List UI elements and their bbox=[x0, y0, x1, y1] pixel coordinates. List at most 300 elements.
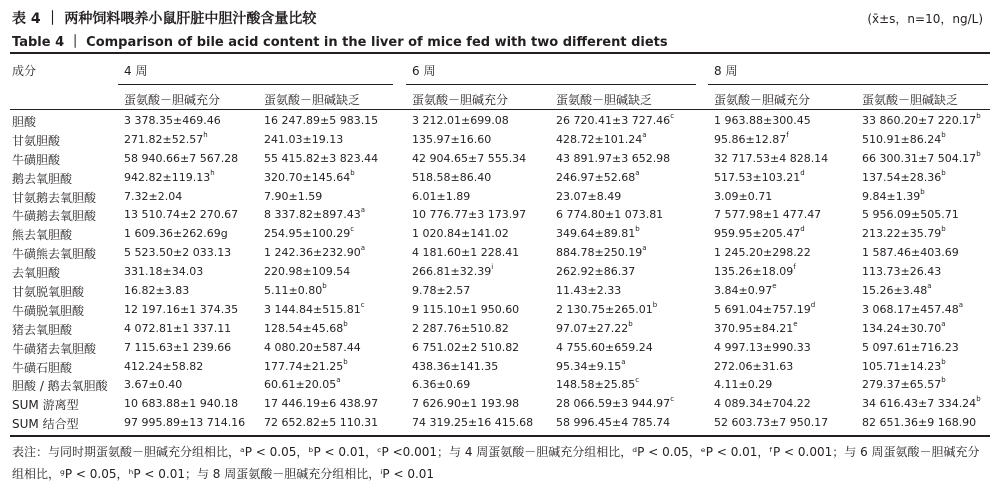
table-row bbox=[0, 169, 999, 188]
cell-value: 241.03±19.13 bbox=[264, 132, 344, 146]
row-label: 去氧胆酸 bbox=[12, 266, 61, 281]
table-cell bbox=[556, 130, 647, 146]
significance-marker: b bbox=[941, 168, 946, 177]
table-cell bbox=[714, 284, 777, 297]
table-cell bbox=[412, 152, 526, 165]
table-cell bbox=[556, 114, 674, 127]
cell-value: 95.34±9.15 bbox=[556, 359, 622, 373]
cell-value: 148.58±25.85 bbox=[556, 378, 636, 392]
table-cell bbox=[862, 130, 946, 146]
cell-value: 177.74±21.25 bbox=[264, 359, 344, 373]
cell-value: 58 940.66±7 567.28 bbox=[124, 151, 239, 165]
cell-value: 26 720.41±3 727.46 bbox=[556, 114, 671, 127]
significance-marker: a bbox=[927, 282, 932, 291]
table-title-cn: 表 4 ｜ 两种饲料喂养小鼠肝脏中胆汁酸含量比较 bbox=[12, 11, 317, 27]
cell-value: 370.95±84.21 bbox=[714, 321, 794, 335]
table-cell bbox=[124, 168, 215, 184]
table-row bbox=[0, 206, 999, 225]
table-cell bbox=[556, 357, 626, 373]
table-cell bbox=[862, 227, 946, 240]
table-cell bbox=[412, 265, 493, 278]
cell-value: 4 089.34±704.22 bbox=[714, 397, 811, 411]
cell-value: 2 287.76±510.82 bbox=[412, 321, 509, 335]
table-cell bbox=[862, 187, 925, 203]
header-diet-sufficient-6w: 蛋氨酸－胆碱充分 bbox=[412, 93, 509, 107]
table-cell bbox=[124, 378, 182, 391]
cell-value: 3.84±0.97 bbox=[714, 284, 773, 298]
table-cell bbox=[714, 300, 816, 316]
table-cell bbox=[412, 114, 509, 127]
significance-marker: b bbox=[976, 395, 981, 404]
table-cell bbox=[264, 357, 348, 373]
table-cell bbox=[264, 284, 327, 297]
table-cell bbox=[862, 246, 959, 259]
row-label: 牛磺熊去氧胆酸 bbox=[12, 247, 97, 262]
cell-value: 1 242.36±232.90 bbox=[264, 246, 361, 260]
cell-value: 10 776.77±3 173.97 bbox=[412, 208, 527, 222]
row-label: 甘氨胆酸 bbox=[12, 133, 61, 148]
cell-value: 74 319.25±16 415.68 bbox=[412, 416, 534, 430]
table-cell bbox=[714, 152, 828, 165]
cell-value: 1 609.36±262.69g bbox=[124, 227, 228, 241]
cell-value: 97.07±27.22 bbox=[556, 321, 629, 335]
table-cell bbox=[264, 319, 348, 335]
bottom-rule bbox=[10, 435, 990, 437]
table-cell bbox=[714, 246, 811, 259]
cell-value: 23.07±8.49 bbox=[556, 189, 622, 203]
table-cell bbox=[124, 190, 182, 203]
cell-value: 6 751.02±2 510.82 bbox=[412, 340, 520, 354]
header-diet-sufficient-8w: 蛋氨酸－胆碱充分 bbox=[714, 93, 811, 107]
row-label: 牛磺鹅去氧胆酸 bbox=[12, 209, 97, 224]
table-row bbox=[0, 112, 999, 131]
cell-value: 510.91±86.24 bbox=[862, 132, 942, 146]
cell-value: 11.43±2.33 bbox=[556, 284, 622, 298]
table-cell bbox=[862, 208, 959, 221]
cell-value: 72 652.82±5 110.31 bbox=[264, 416, 379, 430]
table-cell bbox=[264, 246, 365, 259]
row-label: 甘氨脱氧胆酸 bbox=[12, 285, 85, 300]
table-cell bbox=[556, 341, 653, 354]
cell-value: 128.54±45.68 bbox=[264, 321, 344, 335]
row-label: SUM 游离型 bbox=[12, 398, 79, 413]
cell-value: 9.84±1.39 bbox=[862, 189, 921, 203]
row-label: 鹅去氧胆酸 bbox=[12, 171, 73, 186]
cell-value: 6.01±1.89 bbox=[412, 189, 471, 203]
cell-value: 17 446.19±6 438.97 bbox=[264, 397, 379, 411]
header-diet-deficient-4w: 蛋氨酸－胆碱缺乏 bbox=[264, 93, 361, 107]
row-label: 牛磺脱氧胆酸 bbox=[12, 303, 85, 318]
table-cell bbox=[556, 190, 621, 203]
table-cell bbox=[264, 416, 378, 429]
table-row bbox=[0, 282, 999, 301]
significance-marker: c bbox=[350, 225, 355, 234]
cell-value: 10 683.88±1 940.18 bbox=[124, 397, 239, 411]
significance-marker: i bbox=[491, 263, 494, 272]
table-cell bbox=[412, 227, 509, 240]
table-cell bbox=[862, 341, 959, 354]
table-cell bbox=[412, 208, 526, 221]
cell-value: 4 181.60±1 228.41 bbox=[412, 246, 520, 260]
table-cell bbox=[412, 171, 491, 184]
table-cell bbox=[412, 360, 498, 373]
table-cell bbox=[124, 246, 231, 259]
table-cell bbox=[264, 265, 350, 278]
cell-value: 9 115.10±1 950.60 bbox=[412, 302, 520, 316]
row-label: 熊去氧胆酸 bbox=[12, 228, 73, 243]
cell-value: 942.82±119.13 bbox=[124, 170, 211, 184]
table-cell bbox=[556, 284, 621, 297]
significance-marker: h bbox=[210, 168, 215, 177]
significance-marker: a bbox=[336, 376, 341, 385]
table-cell bbox=[862, 265, 941, 278]
cell-value: 3 378.35±469.46 bbox=[124, 114, 221, 127]
significance-marker: b bbox=[976, 112, 981, 120]
table-cell bbox=[862, 168, 946, 184]
header-period-8w: 8 周 bbox=[714, 64, 738, 78]
table-cell bbox=[714, 265, 796, 278]
cell-value: 34 616.43±7 334.24 bbox=[862, 397, 977, 411]
table-cell bbox=[264, 378, 341, 391]
table-row bbox=[0, 414, 999, 433]
cell-value: 7 115.63±1 239.66 bbox=[124, 340, 232, 354]
table-row bbox=[0, 263, 999, 282]
cell-value: 1 020.84±141.02 bbox=[412, 227, 509, 241]
cell-value: 52 603.73±7 950.17 bbox=[714, 416, 829, 430]
table-cell bbox=[556, 168, 640, 184]
header-diet-sufficient-4w: 蛋氨酸－胆碱充分 bbox=[124, 93, 221, 107]
significance-marker: b bbox=[976, 149, 981, 158]
period-rule-6w bbox=[406, 84, 696, 85]
cell-value: 13 510.74±2 270.67 bbox=[124, 208, 239, 222]
cell-value: 517.53±103.21 bbox=[714, 170, 801, 184]
table-cell bbox=[124, 152, 238, 165]
significance-marker: d bbox=[800, 225, 805, 234]
significance-marker: b bbox=[920, 187, 925, 196]
cell-value: 55 415.82±3 823.44 bbox=[264, 151, 379, 165]
cell-value: 113.73±26.43 bbox=[862, 265, 942, 279]
cell-value: 42 904.65±7 555.34 bbox=[412, 151, 527, 165]
top-rule bbox=[10, 52, 990, 54]
table-body bbox=[0, 112, 999, 433]
significance-marker: e bbox=[772, 282, 777, 291]
table-cell bbox=[862, 300, 963, 316]
significance-marker: b bbox=[343, 319, 348, 328]
table-cell bbox=[124, 227, 228, 240]
table-row bbox=[0, 225, 999, 244]
cell-value: 7 577.98±1 477.47 bbox=[714, 208, 822, 222]
cell-value: 8 337.82±897.43 bbox=[264, 208, 361, 222]
cell-value: 16.82±3.83 bbox=[124, 284, 190, 298]
table-cell bbox=[264, 133, 343, 146]
row-label: 猪去氧胆酸 bbox=[12, 322, 73, 337]
table-cell bbox=[862, 397, 981, 410]
significance-marker: c bbox=[670, 112, 675, 120]
cell-value: 254.95±100.29 bbox=[264, 227, 351, 241]
significance-marker: b bbox=[350, 168, 355, 177]
cell-value: 518.58±86.40 bbox=[412, 170, 492, 184]
table-row bbox=[0, 301, 999, 320]
cell-value: 262.92±86.37 bbox=[556, 265, 636, 279]
significance-marker: b bbox=[343, 357, 348, 366]
table-cell bbox=[714, 114, 811, 127]
cell-value: 5 523.50±2 033.13 bbox=[124, 246, 232, 260]
table-cell bbox=[264, 227, 354, 240]
table-cell bbox=[412, 284, 470, 297]
table-cell bbox=[556, 208, 663, 221]
cell-value: 4 072.81±1 337.11 bbox=[124, 321, 232, 335]
table-cell bbox=[714, 360, 793, 373]
table-cell bbox=[124, 341, 231, 354]
table-cell bbox=[556, 246, 647, 259]
significance-marker: a bbox=[958, 300, 963, 309]
row-label: 甘氨鹅去氧胆酸 bbox=[12, 190, 97, 205]
cell-value: 5 691.04±757.19 bbox=[714, 302, 811, 316]
table-cell bbox=[556, 397, 674, 410]
table-cell bbox=[862, 319, 946, 335]
units-note: (x̄±s，n=10，ng/L) bbox=[867, 12, 983, 26]
significance-marker: c bbox=[635, 376, 640, 385]
cell-value: 105.71±14.23 bbox=[862, 359, 942, 373]
cell-value: 135.97±16.60 bbox=[412, 132, 492, 146]
table-cell bbox=[556, 319, 633, 335]
table-cell bbox=[862, 149, 981, 165]
row-label: 牛磺猪去氧胆酸 bbox=[12, 341, 97, 356]
significance-marker: c bbox=[360, 300, 365, 309]
row-label: 胆酸 bbox=[12, 115, 37, 129]
significance-marker: a bbox=[621, 357, 626, 366]
table-cell bbox=[124, 322, 231, 335]
cell-value: 1 963.88±300.45 bbox=[714, 114, 811, 127]
cell-value: 33 860.20±7 220.17 bbox=[862, 114, 977, 127]
table-cell bbox=[556, 300, 658, 316]
row-label: 牛磺石胆酸 bbox=[12, 360, 73, 375]
cell-value: 6 774.80±1 073.81 bbox=[556, 208, 664, 222]
table-row bbox=[0, 339, 999, 358]
table-cell bbox=[556, 416, 670, 429]
cell-value: 5 097.61±716.23 bbox=[862, 340, 959, 354]
table-cell bbox=[124, 284, 189, 297]
table-cell bbox=[412, 416, 533, 429]
period-rule-4w bbox=[118, 84, 393, 85]
cell-value: 135.26±18.09 bbox=[714, 265, 794, 279]
cell-value: 220.98±109.54 bbox=[264, 265, 351, 279]
cell-value: 5 956.09±505.71 bbox=[862, 208, 959, 222]
significance-marker: a bbox=[360, 206, 365, 215]
cell-value: 3.09±0.71 bbox=[714, 189, 773, 203]
cell-value: 4 997.13±990.33 bbox=[714, 340, 811, 354]
table-cell bbox=[714, 397, 811, 410]
cell-value: 58 996.45±4 785.74 bbox=[556, 416, 671, 430]
cell-value: 4.11±0.29 bbox=[714, 378, 773, 392]
table-cell bbox=[264, 208, 365, 221]
header-diet-deficient-8w: 蛋氨酸－胆碱缺乏 bbox=[862, 93, 959, 107]
table-cell bbox=[124, 130, 208, 146]
table-cell bbox=[862, 284, 932, 297]
table-cell bbox=[124, 360, 203, 373]
significance-marker: a bbox=[941, 319, 946, 328]
cell-value: 6.36±0.69 bbox=[412, 378, 471, 392]
table-cell bbox=[264, 341, 361, 354]
header-period-6w: 6 周 bbox=[412, 64, 436, 78]
table-cell bbox=[264, 168, 355, 184]
cell-value: 884.78±250.19 bbox=[556, 246, 643, 260]
significance-marker: b bbox=[628, 319, 633, 328]
cell-value: 4 080.20±587.44 bbox=[264, 340, 361, 354]
table-row bbox=[0, 244, 999, 263]
table-row bbox=[0, 150, 999, 169]
cell-value: 3 068.17±457.48 bbox=[862, 302, 959, 316]
significance-marker: f bbox=[786, 130, 789, 139]
row-label: SUM 结合型 bbox=[12, 417, 79, 432]
table-cell bbox=[714, 130, 789, 146]
significance-marker: b bbox=[941, 130, 946, 139]
cell-value: 266.81±32.39 bbox=[412, 265, 492, 279]
table-row bbox=[0, 395, 999, 414]
table-cell bbox=[714, 190, 772, 203]
table-cell bbox=[412, 378, 470, 391]
cell-value: 16 247.89±5 983.15 bbox=[264, 114, 379, 127]
cell-value: 2 130.75±265.01 bbox=[556, 302, 653, 316]
table-cell bbox=[714, 416, 828, 429]
table-cell bbox=[412, 303, 519, 316]
header-period-4w: 4 周 bbox=[124, 64, 148, 78]
table-cell bbox=[862, 114, 981, 127]
table-cell bbox=[264, 397, 378, 410]
significance-marker: a bbox=[635, 168, 640, 177]
significance-marker: d bbox=[810, 300, 816, 309]
table-cell bbox=[124, 416, 245, 429]
cell-value: 331.18±34.03 bbox=[124, 265, 204, 279]
header-component: 成分 bbox=[12, 64, 37, 78]
cell-value: 9.78±2.57 bbox=[412, 284, 471, 298]
table-cell bbox=[264, 190, 322, 203]
table-cell bbox=[124, 303, 238, 316]
cell-value: 3.67±0.40 bbox=[124, 378, 183, 392]
table-cell bbox=[412, 341, 519, 354]
table-row bbox=[0, 358, 999, 377]
significance-marker: c bbox=[670, 395, 675, 404]
header-rule bbox=[10, 109, 990, 110]
cell-value: 271.82±52.57 bbox=[124, 132, 204, 146]
cell-value: 428.72±101.24 bbox=[556, 132, 643, 146]
table-cell bbox=[714, 378, 772, 391]
period-rule-8w bbox=[708, 84, 988, 85]
table-row bbox=[0, 188, 999, 207]
significance-marker: b bbox=[635, 225, 640, 234]
table-cell bbox=[124, 208, 238, 221]
table-cell bbox=[556, 265, 635, 278]
table-row bbox=[0, 131, 999, 150]
significance-marker: e bbox=[793, 319, 798, 328]
cell-value: 43 891.97±3 652.98 bbox=[556, 151, 671, 165]
cell-value: 66 300.31±7 504.17 bbox=[862, 151, 977, 165]
cell-value: 1 245.20±298.22 bbox=[714, 246, 811, 260]
cell-value: 438.36±141.35 bbox=[412, 359, 499, 373]
significance-marker: d bbox=[800, 168, 805, 177]
table-cell bbox=[124, 114, 221, 127]
table-cell bbox=[862, 416, 976, 429]
significance-marker: h bbox=[203, 130, 208, 139]
cell-value: 82 651.36±9 168.90 bbox=[862, 416, 977, 430]
significance-marker: f bbox=[793, 263, 796, 272]
significance-marker: b bbox=[652, 300, 658, 309]
cell-value: 246.97±52.68 bbox=[556, 170, 636, 184]
cell-value: 134.24±30.70 bbox=[862, 321, 942, 335]
table-cell bbox=[264, 152, 378, 165]
significance-marker: b bbox=[322, 282, 327, 291]
cell-value: 7 626.90±1 193.98 bbox=[412, 397, 520, 411]
cell-value: 5.11±0.80 bbox=[264, 284, 323, 298]
cell-value: 213.22±35.79 bbox=[862, 227, 942, 241]
row-label: 胆酸 / 鹅去氧胆酸 bbox=[12, 379, 108, 394]
cell-value: 959.95±205.47 bbox=[714, 227, 801, 241]
cell-value: 15.26±3.48 bbox=[862, 284, 928, 298]
cell-value: 7.90±1.59 bbox=[264, 189, 323, 203]
significance-marker: a bbox=[642, 130, 647, 139]
header-diet-deficient-6w: 蛋氨酸－胆碱缺乏 bbox=[556, 93, 653, 107]
cell-value: 95.86±12.87 bbox=[714, 132, 787, 146]
cell-value: 3 212.01±699.08 bbox=[412, 114, 509, 127]
significance-marker: b bbox=[941, 376, 946, 385]
significance-marker: a bbox=[360, 244, 365, 253]
cell-value: 272.06±31.63 bbox=[714, 359, 794, 373]
cell-value: 60.61±20.05 bbox=[264, 378, 337, 392]
table-cell bbox=[412, 246, 519, 259]
cell-value: 3 144.84±515.81 bbox=[264, 302, 361, 316]
table-cell bbox=[412, 322, 509, 335]
cell-value: 412.24±58.82 bbox=[124, 359, 204, 373]
table-cell bbox=[412, 190, 470, 203]
cell-value: 4 755.60±659.24 bbox=[556, 340, 653, 354]
table-cell bbox=[124, 265, 203, 278]
table-row bbox=[0, 376, 999, 395]
table-cell bbox=[412, 133, 491, 146]
table-cell bbox=[862, 378, 946, 391]
cell-value: 7.32±2.04 bbox=[124, 189, 183, 203]
cell-value: 279.37±65.57 bbox=[862, 378, 942, 392]
cell-value: 320.70±145.64 bbox=[264, 170, 351, 184]
table-cell bbox=[556, 227, 640, 240]
table-cell bbox=[412, 397, 519, 410]
table-cell bbox=[714, 227, 805, 240]
cell-value: 97 995.89±13 714.16 bbox=[124, 416, 246, 430]
table-cell bbox=[714, 168, 805, 184]
cell-value: 349.64±89.81 bbox=[556, 227, 636, 241]
table-title-en: Table 4 ｜ Comparison of bile acid content in the liver of mice fed with two different diets bbox=[12, 35, 668, 50]
table-cell bbox=[556, 378, 639, 391]
cell-value: 137.54±28.36 bbox=[862, 170, 942, 184]
table-cell bbox=[556, 152, 670, 165]
significance-marker: b bbox=[941, 357, 946, 366]
table-row bbox=[0, 320, 999, 339]
table-cell bbox=[124, 397, 238, 410]
cell-value: 28 066.59±3 944.97 bbox=[556, 397, 671, 411]
cell-value: 1 587.46±403.69 bbox=[862, 246, 959, 260]
table-footnote: 表注：与同时期蛋氨酸－胆碱充分组相比，ᵃP < 0.05，ᵇP < 0.01，ᶜP <0.001；与 4 周蛋氨酸－胆碱充分组相比，ᵈP < 0.05，ᵉP < 0.01，ᶠP < 0.001；与 6 周蛋氨酸－胆碱充分组相比，ᵍP < 0.05，ʰP < 0.01；与 8 周蛋氨酸－胆碱充分组相比，ⁱP < 0.01 bbox=[12, 445, 980, 481]
table-cell bbox=[862, 357, 946, 373]
table-cell bbox=[264, 114, 378, 127]
significance-marker: b bbox=[941, 225, 946, 234]
table-cell bbox=[714, 208, 821, 221]
significance-marker: a bbox=[642, 244, 647, 253]
table-cell bbox=[714, 319, 798, 335]
table-cell bbox=[264, 300, 365, 316]
table-cell bbox=[714, 341, 811, 354]
cell-value: 12 197.16±1 374.35 bbox=[124, 302, 239, 316]
cell-value: 32 717.53±4 828.14 bbox=[714, 151, 829, 165]
row-label: 牛磺胆酸 bbox=[12, 152, 61, 167]
